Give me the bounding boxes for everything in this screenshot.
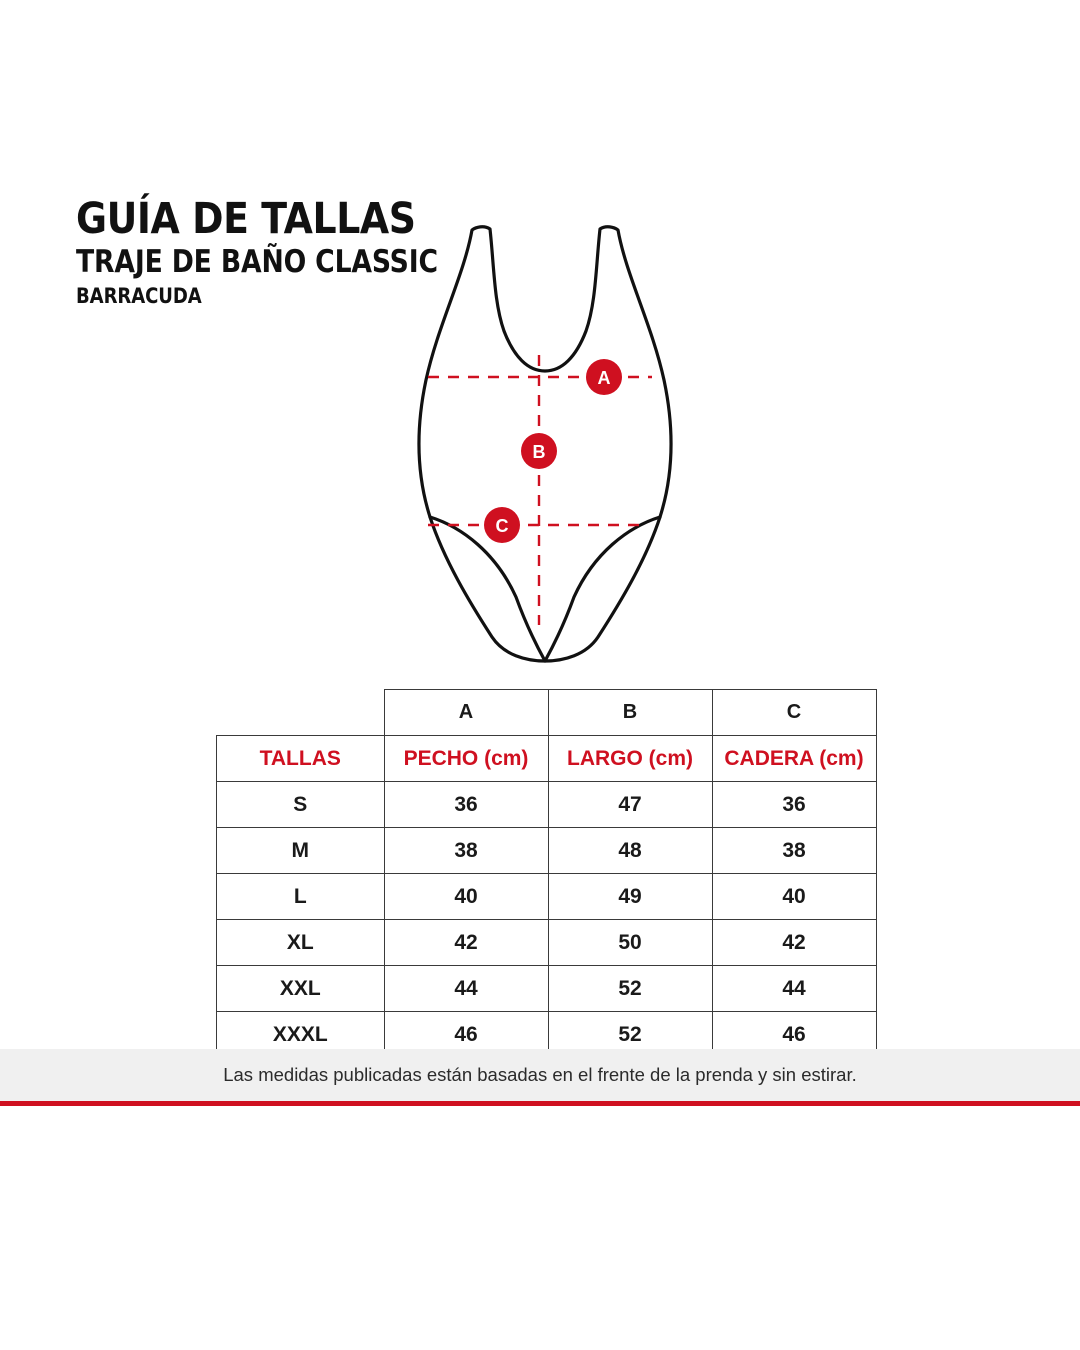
cell-pecho: 38: [384, 828, 548, 874]
page-subtitle: TRAJE DE BAÑO CLASSIC: [76, 244, 438, 280]
cell-cadera: 46: [712, 1012, 876, 1058]
letter-cell-b: B: [548, 690, 712, 736]
cell-pecho: 42: [384, 920, 548, 966]
cell-largo: 48: [548, 828, 712, 874]
letter-cell-blank: [217, 690, 385, 736]
cell-cadera: 44: [712, 966, 876, 1012]
cell-pecho: 40: [384, 874, 548, 920]
marker-b-icon: [521, 433, 557, 469]
svg-text:A: A: [597, 368, 611, 388]
cell-size: XXL: [217, 966, 385, 1012]
cell-pecho: 44: [384, 966, 548, 1012]
header-pecho: PECHO (cm): [384, 736, 548, 782]
letter-cell-a: A: [384, 690, 548, 736]
table-row: [217, 782, 877, 828]
cell-pecho: 46: [384, 1012, 548, 1058]
table-row-letters: [217, 690, 877, 736]
svg-text:B: B: [532, 442, 546, 462]
cell-largo: 49: [548, 874, 712, 920]
cell-size: XL: [217, 920, 385, 966]
size-table: [216, 689, 877, 1058]
cell-pecho: 36: [384, 782, 548, 828]
footer-note-text: Las medidas publicadas están basadas en el frente de la prenda y sin estirar.: [223, 1064, 857, 1085]
cell-size: L: [217, 874, 385, 920]
header-tallas: TALLAS: [217, 736, 385, 782]
cell-largo: 52: [548, 966, 712, 1012]
cell-size: S: [217, 782, 385, 828]
cell-cadera: 36: [712, 782, 876, 828]
brand-name: BARRACUDA: [76, 284, 202, 308]
table-row: [217, 920, 877, 966]
header-largo: LARGO (cm): [548, 736, 712, 782]
marker-a-icon: [586, 359, 622, 395]
header-cadera: CADERA (cm): [712, 736, 876, 782]
footer-note-bar: [0, 1049, 1080, 1101]
footer-red-rule: [0, 1101, 1080, 1106]
cell-size: XXXL: [217, 1012, 385, 1058]
letter-cell-c: C: [712, 690, 876, 736]
marker-c-icon: [484, 507, 520, 543]
page-title: GUÍA DE TALLAS: [76, 194, 416, 244]
cell-cadera: 42: [712, 920, 876, 966]
cell-largo: 50: [548, 920, 712, 966]
cell-cadera: 40: [712, 874, 876, 920]
cell-largo: 52: [548, 1012, 712, 1058]
svg-text:C: C: [495, 516, 509, 536]
table-row: [217, 828, 877, 874]
swimsuit-diagram: [400, 205, 690, 675]
title-block: [76, 196, 456, 309]
cell-cadera: 38: [712, 828, 876, 874]
table-header-row: [217, 736, 877, 782]
cell-largo: 47: [548, 782, 712, 828]
cell-size: M: [217, 828, 385, 874]
table-row: [217, 874, 877, 920]
table-row: [217, 966, 877, 1012]
